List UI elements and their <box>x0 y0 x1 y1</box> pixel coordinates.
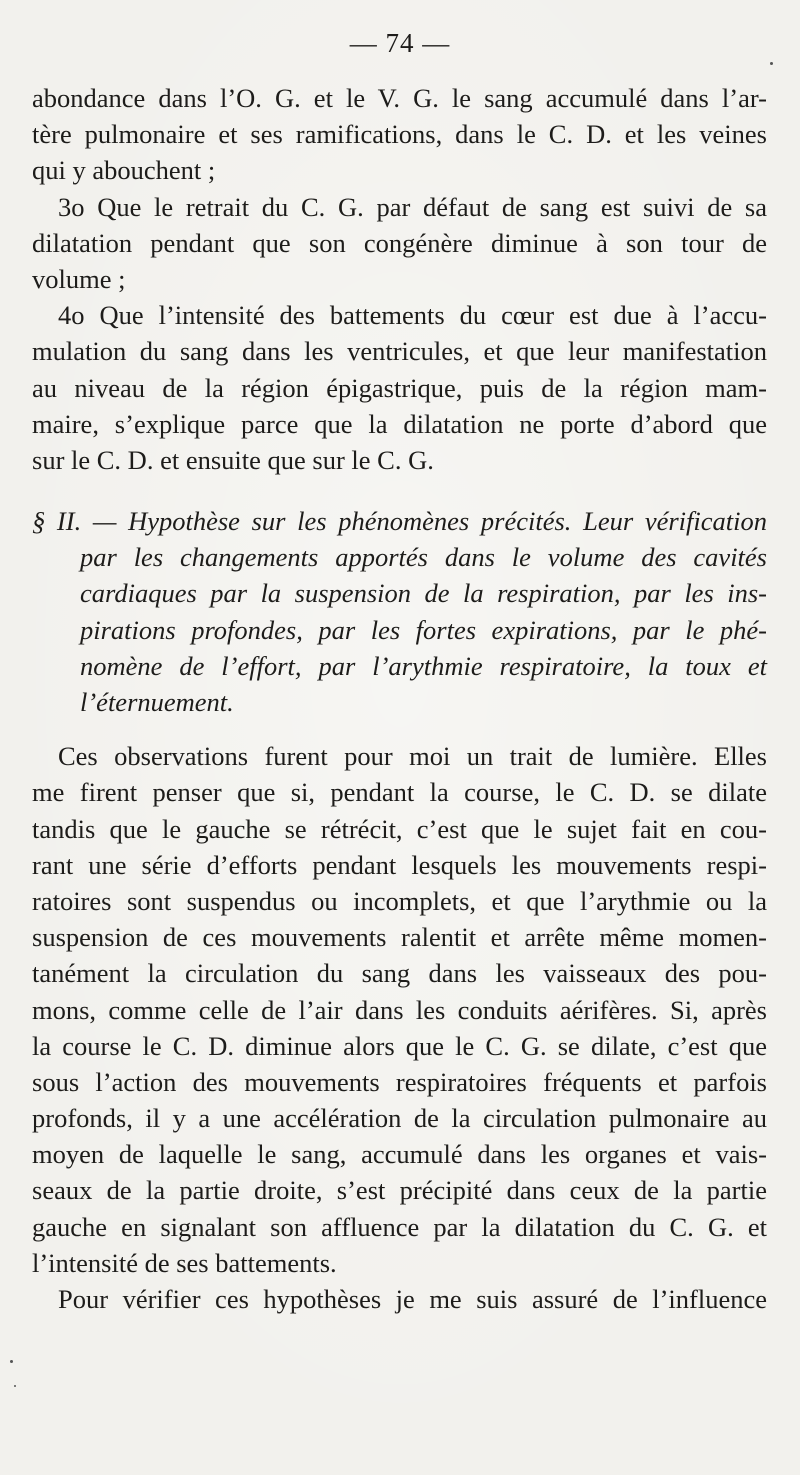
paragraph-1 <box>32 80 767 189</box>
heading-line: l’éternuement. <box>80 687 234 717</box>
paragraph-3 <box>32 297 767 478</box>
text-line: mulation du sang dans les ventricules, et que leur manifestation <box>32 336 767 367</box>
text-line: tandis que le gauche se rétrécit, c’est que le sujet fait en cou- <box>32 813 767 844</box>
text-line: sous l’action des mouvements respiratoires fréquents et parfois <box>32 1066 767 1097</box>
paragraph-5 <box>32 1281 767 1317</box>
text-line: ratoires sont suspendus ou incomplets, et que l’arythmie ou la <box>32 885 767 916</box>
heading-line: cardiaques par la suspension de la respiration, par les ins- <box>80 578 767 609</box>
text-line: me firent penser que si, pendant la course, le C. D. se dilate <box>32 777 767 808</box>
heading-line: nomène de l’effort, par l’arythmie respiratoire, la toux et <box>80 650 767 681</box>
text-line: abondance dans l’O. G. et le V. G. le sang accumulé dans l’ar- <box>32 83 767 113</box>
text-line: maire, s’explique parce que la dilatation ne porte d’abord que <box>32 408 767 439</box>
spacer <box>32 478 767 503</box>
text-line: mons, comme celle de l’air dans les conduits aérifères. Si, après <box>32 994 767 1025</box>
text-line: qui y abouchent ; <box>32 155 216 186</box>
page-number: — 74 — <box>349 28 451 58</box>
text-line: profonds, il y a une accélération de la circulation pulmonaire au <box>32 1103 767 1134</box>
text-line: gauche en signalant son affluence par la dilatation du C. G. et <box>32 1211 767 1242</box>
text-line: dilatation pendant que son congénère diminue à son tour de <box>32 227 767 258</box>
text-line: sur le C. D. et ensuite que sur le C. G. <box>32 444 434 475</box>
text-line: au niveau de la région épigastrique, puis de la région mam- <box>32 372 767 403</box>
paper-speck <box>14 1385 16 1387</box>
paragraph-2 <box>32 189 767 298</box>
paragraph-4 <box>32 738 767 1281</box>
page-body <box>32 80 767 1317</box>
text-line: Pour vérifier ces hypothèses je me suis assuré de l’influence <box>58 1284 767 1314</box>
text-line: suspension de ces mouvements ralentit et arrête même momen- <box>32 922 767 953</box>
text-line: 3o Que le retrait du C. G. par défaut de sang est suivi de sa <box>58 191 767 222</box>
text-line: tanément la circulation du sang dans les vaisseaux des pou- <box>32 958 767 989</box>
paper-speck <box>770 62 773 65</box>
heading-line: par les changements apportés dans le volume des cavités <box>80 542 767 573</box>
text-line: Ces observations furent pour moi un trait de lumière. Elles <box>58 741 767 772</box>
text-line: rant une série d’efforts pendant lesquels les mouvements respi- <box>32 849 767 880</box>
heading-line: § II. — Hypothèse sur les phénomènes précités. Leur vérification <box>32 506 767 537</box>
text-line: tère pulmonaire et ses ramifications, dans le C. D. et les veines <box>32 119 767 150</box>
text-line: moyen de laquelle le sang, accumulé dans les organes et vais- <box>32 1139 767 1170</box>
paper-speck <box>10 1360 13 1363</box>
text-line: 4o Que l’intensité des battements du cœur est due à l’accu- <box>58 300 767 331</box>
heading-line: pirations profondes, par les fortes expirations, par le phé- <box>80 614 767 645</box>
text-line: la course le C. D. diminue alors que le C. G. se dilate, c’est que <box>32 1030 767 1061</box>
text-line: seaux de la partie droite, s’est précipité dans ceux de la partie <box>32 1175 767 1206</box>
section-heading <box>32 503 767 720</box>
text-line: l’intensité de ses battements. <box>32 1247 337 1278</box>
spacer <box>32 720 767 738</box>
text-line: volume ; <box>32 263 126 294</box>
